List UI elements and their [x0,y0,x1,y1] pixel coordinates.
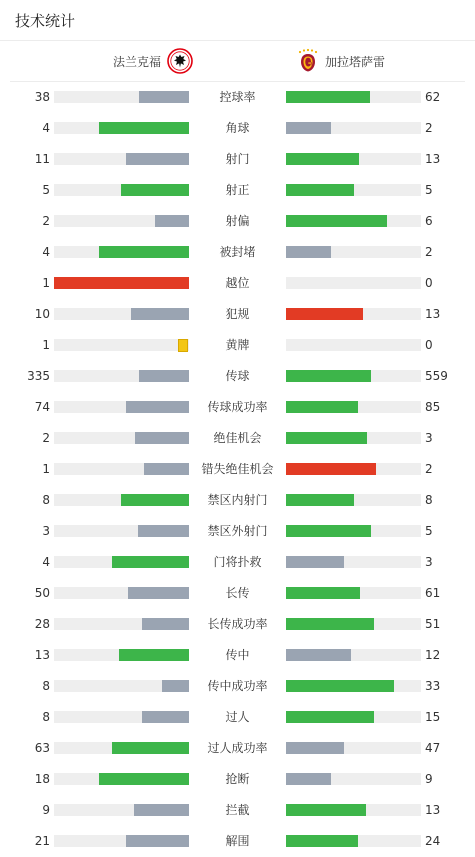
home-value: 38 [34,90,50,104]
stat-label: 角球 [225,121,250,135]
home-value: 10 [34,307,50,321]
home-value: 63 [34,741,50,755]
home-bar-track [54,246,189,258]
home-bar-fill [54,277,189,289]
away-bar-track [286,773,421,785]
stat-row [0,547,475,578]
home-team-name: 法兰克福 [113,54,162,69]
home-bar-fill [99,773,189,785]
away-bar-fill [286,184,354,196]
stat-label: 黄牌 [225,338,250,352]
away-bar-track [286,618,421,630]
away-bar-fill [286,246,331,258]
away-value: 15 [425,710,441,724]
home-bar-fill [121,494,189,506]
home-bar-fill [135,432,189,444]
stat-row [0,671,475,702]
away-bar-fill [286,122,331,134]
stat-row [0,640,475,671]
away-bar-fill [286,649,351,661]
home-bar-fill [126,153,189,165]
away-value: 24 [425,834,441,848]
home-value: 4 [42,555,50,569]
home-bar-track [54,711,189,723]
stat-label: 传球成功率 [207,400,268,414]
away-value: 0 [425,338,433,352]
home-bar-fill [139,91,189,103]
home-value: 8 [42,493,50,507]
away-value: 559 [425,369,448,383]
home-bar-track [54,618,189,630]
away-value: 2 [425,462,433,476]
away-value: 5 [425,524,433,538]
stat-row [0,578,475,609]
away-value: 33 [425,679,441,693]
stat-row [0,299,475,330]
stat-label: 解围 [225,834,250,848]
home-value: 21 [34,834,50,848]
stat-label: 犯规 [225,307,250,321]
away-bar-fill [286,587,360,599]
home-value: 8 [42,679,50,693]
home-bar-track [54,494,189,506]
home-bar-fill [155,215,189,227]
home-bar-track [54,401,189,413]
away-bar-track [286,122,421,134]
eintracht-frankfurt-logo-icon [167,48,193,74]
home-team[interactable] [113,48,193,74]
stat-row [0,361,475,392]
away-value: 3 [425,431,433,445]
stat-label: 禁区内射门 [207,493,268,507]
away-team-name: 加拉塔萨雷 [325,54,386,69]
away-bar-fill [286,215,387,227]
away-bar-track [286,91,421,103]
home-bar-fill [112,742,189,754]
away-bar-fill [286,773,331,785]
away-value: 13 [425,307,441,321]
away-bar-track [286,587,421,599]
stat-label: 越位 [225,276,250,290]
away-bar-track [286,308,421,320]
home-value: 2 [42,431,50,445]
home-bar-fill [112,556,189,568]
stat-row [0,702,475,733]
away-bar-track [286,153,421,165]
home-value: 1 [42,276,50,290]
home-bar-track [54,91,189,103]
home-value: 8 [42,710,50,724]
away-bar-track [286,494,421,506]
home-bar-fill [142,618,189,630]
away-bar-fill [286,432,367,444]
home-bar-track [54,773,189,785]
stat-row [0,144,475,175]
away-value: 62 [425,90,441,104]
home-bar-fill [139,370,189,382]
stat-row [0,392,475,423]
away-bar-track [286,804,421,816]
away-value: 12 [425,648,441,662]
away-bar-fill [286,835,358,847]
home-value: 74 [34,400,50,414]
away-bar-track [286,215,421,227]
away-value: 0 [425,276,433,290]
away-value: 61 [425,586,441,600]
home-bar-fill [142,711,189,723]
stat-row [0,82,475,113]
stat-row [0,268,475,299]
away-bar-fill [286,556,344,568]
home-bar-track [54,122,189,134]
away-bar-fill [286,711,374,723]
stat-label: 过人 [225,710,250,724]
away-bar-track [286,463,421,475]
away-bar-fill [286,308,363,320]
away-value: 5 [425,183,433,197]
stat-label: 射正 [225,183,250,197]
away-bar-track [286,370,421,382]
home-value: 335 [27,369,50,383]
away-bar-track [286,835,421,847]
stat-label: 绝佳机会 [213,431,262,445]
away-value: 6 [425,214,433,228]
home-value: 4 [42,121,50,135]
stat-label: 传球 [225,369,250,383]
stat-row [0,485,475,516]
home-value: 4 [42,245,50,259]
home-bar-track [54,308,189,320]
away-bar-fill [286,463,376,475]
stat-row [0,516,475,547]
stat-row [0,826,475,857]
stat-label: 过人成功率 [207,741,268,755]
away-bar-fill [286,618,374,630]
away-value: 13 [425,152,441,166]
home-bar-track [54,277,189,289]
home-bar-fill [126,835,189,847]
stat-label: 传中成功率 [207,679,268,693]
away-value: 47 [425,741,441,755]
home-bar-fill [144,463,189,475]
header [0,0,475,41]
away-bar-fill [286,525,371,537]
away-bar-fill [286,494,354,506]
home-bar-track [54,649,189,661]
home-bar-fill [119,649,189,661]
home-bar-track [54,370,189,382]
stat-label: 控球率 [219,90,256,104]
away-bar-fill [286,742,344,754]
home-bar-track [54,835,189,847]
stat-row [0,175,475,206]
home-bar-fill [134,804,189,816]
away-value: 2 [425,245,433,259]
galatasaray-logo-icon [295,48,321,74]
yellow-card-icon [178,339,188,352]
home-value: 3 [42,524,50,538]
home-bar-track [54,215,189,227]
stats-list [0,82,475,857]
stat-label: 禁区外射门 [207,524,268,538]
stat-row [0,795,475,826]
away-bar-track [286,742,421,754]
away-bar-fill [286,153,359,165]
away-value: 8 [425,493,433,507]
home-value: 50 [34,586,50,600]
stat-label: 长传 [225,586,250,600]
home-bar-fill [121,184,189,196]
stat-label: 长传成功率 [207,617,268,631]
stat-label: 传中 [225,648,250,662]
home-bar-fill [99,246,189,258]
home-bar-track [54,525,189,537]
stat-row [0,733,475,764]
away-bar-track [286,556,421,568]
home-bar-track [54,153,189,165]
home-bar-track [54,463,189,475]
stat-row [0,423,475,454]
away-bar-fill [286,91,370,103]
away-value: 3 [425,555,433,569]
stat-label: 被封堵 [219,245,256,259]
stat-label: 抢断 [225,772,250,786]
away-bar-track [286,184,421,196]
stat-row [0,330,475,361]
home-bar-track [54,742,189,754]
away-bar-track [286,277,421,289]
home-value: 28 [34,617,50,631]
stat-label: 门将扑救 [213,555,262,569]
away-value: 51 [425,617,441,631]
away-bar-track [286,525,421,537]
stat-label: 射偏 [225,214,250,228]
home-value: 5 [42,183,50,197]
home-value: 1 [42,338,50,352]
home-bar-fill [138,525,189,537]
away-bar-fill [286,401,358,413]
teams-bar [0,41,475,82]
away-value: 13 [425,803,441,817]
away-team[interactable] [295,48,385,74]
home-bar-track [54,587,189,599]
home-bar-track [54,432,189,444]
away-bar-track [286,649,421,661]
away-bar-track [286,432,421,444]
away-bar-fill [286,680,394,692]
stat-label: 射门 [225,152,250,166]
home-value: 11 [34,152,50,166]
home-bar-track [54,339,189,351]
home-bar-track [54,680,189,692]
stat-row [0,237,475,268]
away-value: 85 [425,400,441,414]
stat-row [0,609,475,640]
home-bar-fill [128,587,189,599]
away-bar-fill [286,804,366,816]
stat-label: 拦截 [225,803,250,817]
away-bar-track [286,711,421,723]
home-bar-track [54,184,189,196]
home-value: 1 [42,462,50,476]
stat-row [0,206,475,237]
home-bar-fill [126,401,189,413]
stat-row [0,764,475,795]
home-bar-track [54,804,189,816]
home-bar-fill [131,308,189,320]
stat-row [0,113,475,144]
away-bar-track [286,339,421,351]
page-title: 技术统计 [15,12,76,30]
home-value: 13 [34,648,50,662]
away-value: 9 [425,772,433,786]
away-value: 2 [425,121,433,135]
home-bar-fill [162,680,189,692]
away-bar-track [286,680,421,692]
home-value: 18 [34,772,50,786]
home-bar-track [54,556,189,568]
away-bar-fill [286,370,371,382]
home-value: 2 [42,214,50,228]
stat-label: 错失绝佳机会 [201,462,274,476]
home-value: 9 [42,803,50,817]
stat-row [0,454,475,485]
away-bar-track [286,246,421,258]
home-bar-fill [99,122,189,134]
away-bar-track [286,401,421,413]
